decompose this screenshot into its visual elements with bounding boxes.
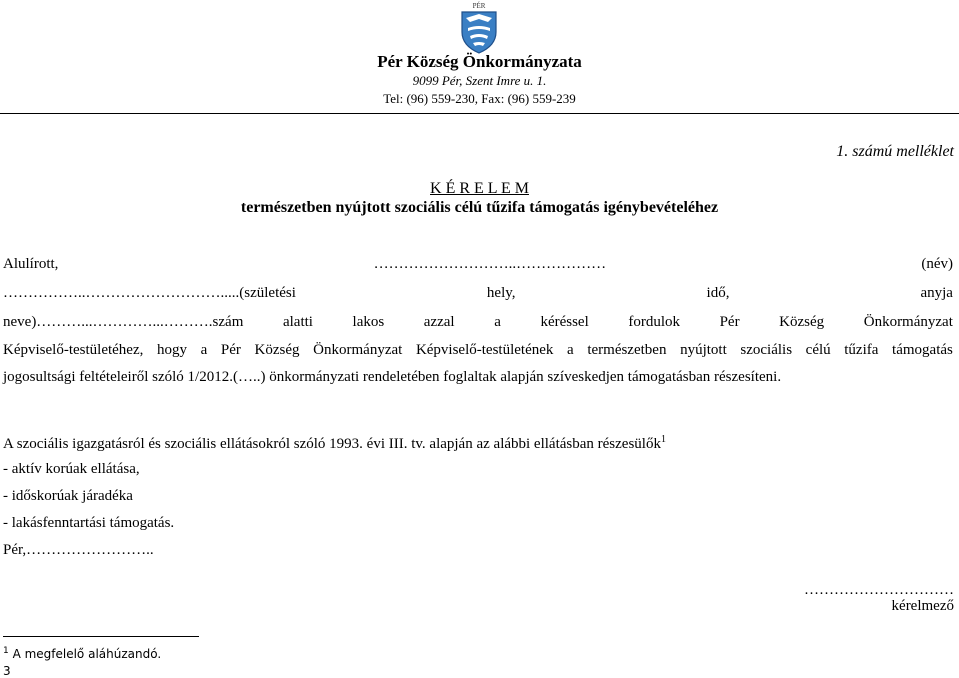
benefit-option-housing[interactable]: - lakásfenntartási támogatás. (3, 515, 175, 531)
document-subtitle: természetben nyújtott szociális célú tűzifa támogatás igénybevételéhez (240, 199, 719, 216)
place-date-field[interactable]: Pér,…………………….. (3, 542, 154, 558)
name-label: Alulírott, (3, 256, 59, 272)
word: kéréssel (540, 314, 589, 330)
word: a (200, 342, 208, 358)
word: Képviselő-testületéhez, (3, 342, 144, 358)
word: Község (254, 342, 300, 358)
footnote-divider (3, 636, 199, 637)
word: természetben (587, 342, 667, 358)
word: lakos (352, 314, 385, 330)
word: Önkormányzat (863, 314, 953, 330)
word: a (567, 342, 574, 358)
word: tűzifa (844, 342, 879, 358)
organization-address: 9099 Pér, Szent Imre u. 1. (412, 73, 547, 88)
word: fordulok (628, 314, 680, 330)
name-hint: (név) (921, 256, 953, 272)
word: azzal (423, 314, 455, 330)
form-line-request (3, 342, 953, 359)
word: hely, (486, 285, 516, 301)
word: Pér (220, 342, 241, 358)
signature-label: kérelmező (891, 598, 954, 614)
footnote-ref: 1 (660, 434, 666, 445)
form-line-name (3, 256, 953, 273)
word: Pér (719, 314, 740, 330)
footnote (3, 646, 161, 661)
word: a (494, 314, 501, 330)
word: Község (779, 314, 825, 330)
form-line-birth (3, 285, 953, 302)
benefits-intro (3, 434, 666, 453)
word: szociális (740, 342, 793, 358)
signature-line[interactable]: ………………………… (804, 582, 954, 598)
mother-address-field[interactable]: neve)………...…………...……….szám (3, 314, 244, 330)
name-field[interactable]: ………………………..……………… (373, 256, 607, 272)
footnote-text: A megfelelő aláhúzandó. (12, 647, 162, 661)
document-title: K É R E L E M (430, 180, 529, 197)
word: támogatás (892, 342, 953, 358)
footnote-marker: 1 (3, 646, 9, 656)
crest-text: PÉR (472, 2, 486, 10)
word: célú (805, 342, 831, 358)
word: alatti (282, 314, 313, 330)
word: nyújtott (680, 342, 727, 358)
word: idő, (706, 285, 730, 301)
word: anyja (920, 285, 953, 301)
coat-of-arms-icon (458, 0, 500, 54)
benefits-intro-text: A szociális igazgatásról és szociális ellátásokról szóló 1993. évi III. tv. alapján az alábbi ellátásban részesülők (3, 436, 661, 452)
word: Önkormányzat (313, 342, 403, 358)
annex-label: 1. számú melléklet (836, 143, 954, 160)
benefit-option-active-age[interactable]: - aktív korúak ellátása, (3, 461, 140, 477)
form-line-mother-address (3, 314, 953, 331)
birth-field[interactable]: ……………..……………………….....(születési (3, 285, 296, 301)
form-line-regulation: jogosultsági feltételeiről szóló 1/2012.(…..) önkormányzati rendeletében foglaltak alapján szíveskedjen támogatásban részesíteni. (3, 369, 782, 385)
organization-phone: Tel: (96) 559-230, Fax: (96) 559-239 (383, 91, 576, 106)
benefit-option-elderly[interactable]: - időskorúak járadéka (3, 488, 133, 504)
organization-name: Pér Község Önkormányzata (377, 52, 582, 71)
header-divider (0, 113, 959, 114)
page-number: 3 (3, 664, 11, 678)
word: Képviselő-testületének (415, 342, 554, 358)
word: hogy (157, 342, 187, 358)
